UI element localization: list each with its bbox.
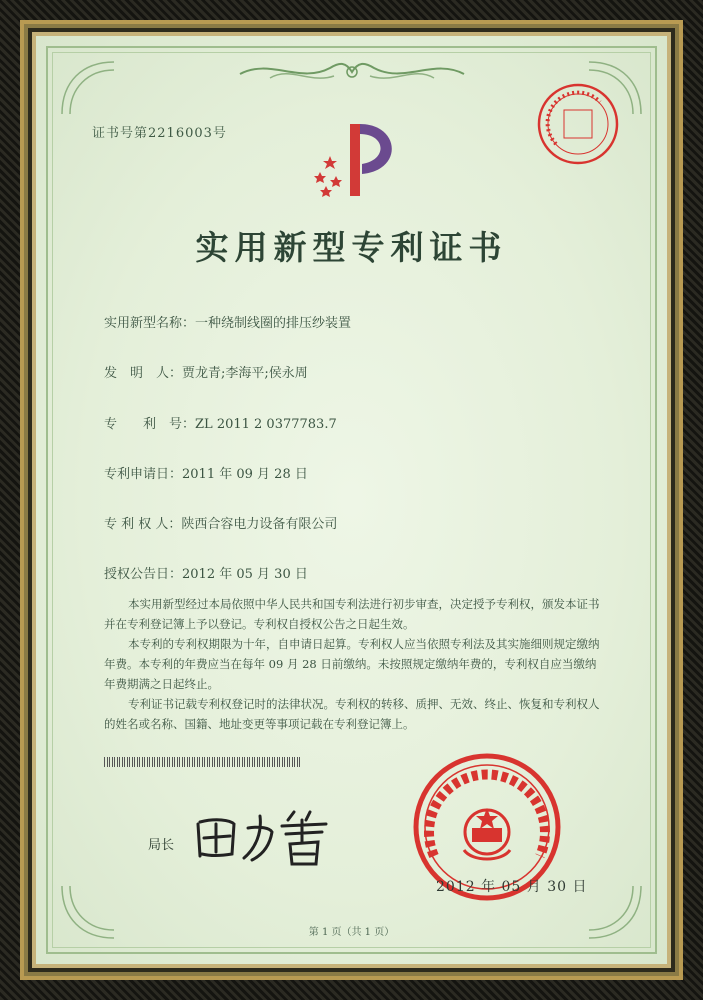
utility-model-name-row [104, 312, 351, 331]
field-label: 专 利 号： [104, 417, 196, 432]
director-label: 局长 [148, 838, 175, 853]
body-paragraph: 专利证书记载专利权登记时的法律状况。专利权的转移、质押、无效、终止、恢复和专利权人的姓名或名称、国籍、地址变更等事项记载在专利登记簿上。 [104, 697, 600, 731]
director-signature-icon [190, 802, 340, 872]
corner-ornament-icon [58, 58, 118, 118]
certificate-number: 证书号第2216003号 [92, 126, 227, 141]
body-paragraph: 本实用新型经过本局依照中华人民共和国专利法进行初步审查，决定授予专利权，颁发本证书并在专利登记簿上予以登记。专利权自授权公告之日起生效。 [104, 597, 600, 631]
field-value: 一种绕制线圈的排压纱装置 [195, 316, 352, 331]
field-value: 2012 年 05 月 30 日 [182, 567, 308, 582]
certificate-title: 实用新型专利证书 [195, 228, 508, 267]
patent-number-row [104, 413, 337, 432]
patent-office-logo-icon [300, 120, 410, 200]
top-ornament-icon [230, 54, 474, 90]
grant-date-row [104, 563, 308, 582]
page-number: 第 1 页（共 1 页） [308, 927, 395, 938]
field-value: 陕西合容电力设备有限公司 [181, 517, 338, 532]
field-label: 发 明 人： [104, 366, 183, 381]
tax-seal-icon [536, 82, 620, 166]
seal-date: 2012 年 05 月 30 日 [436, 879, 588, 895]
inventor-row [104, 362, 308, 381]
field-label: 授权公告日： [104, 567, 183, 582]
field-value: 2011 年 09 月 28 日 [182, 467, 308, 482]
field-value: ZL 2011 2 0377783.7 [195, 417, 337, 432]
field-label: 专 利 权 人： [104, 517, 182, 532]
patentee-row [104, 513, 337, 532]
barcode [104, 757, 302, 767]
field-value: 贾龙青;李海平;侯永周 [182, 366, 308, 381]
field-label: 实用新型名称： [104, 316, 196, 331]
body-paragraph: 本专利的专利权期限为十年，自申请日起算。专利权人应当依照专利法及其实施细则规定缴纳年费。本专利的年费应当在每年 09 月 28 日前缴纳。未按照规定缴纳年费的，专利权自应当缴纳年费期满之日起终止。 [104, 637, 600, 691]
filing-date-row [104, 463, 308, 482]
field-label: 专利申请日： [104, 467, 183, 482]
